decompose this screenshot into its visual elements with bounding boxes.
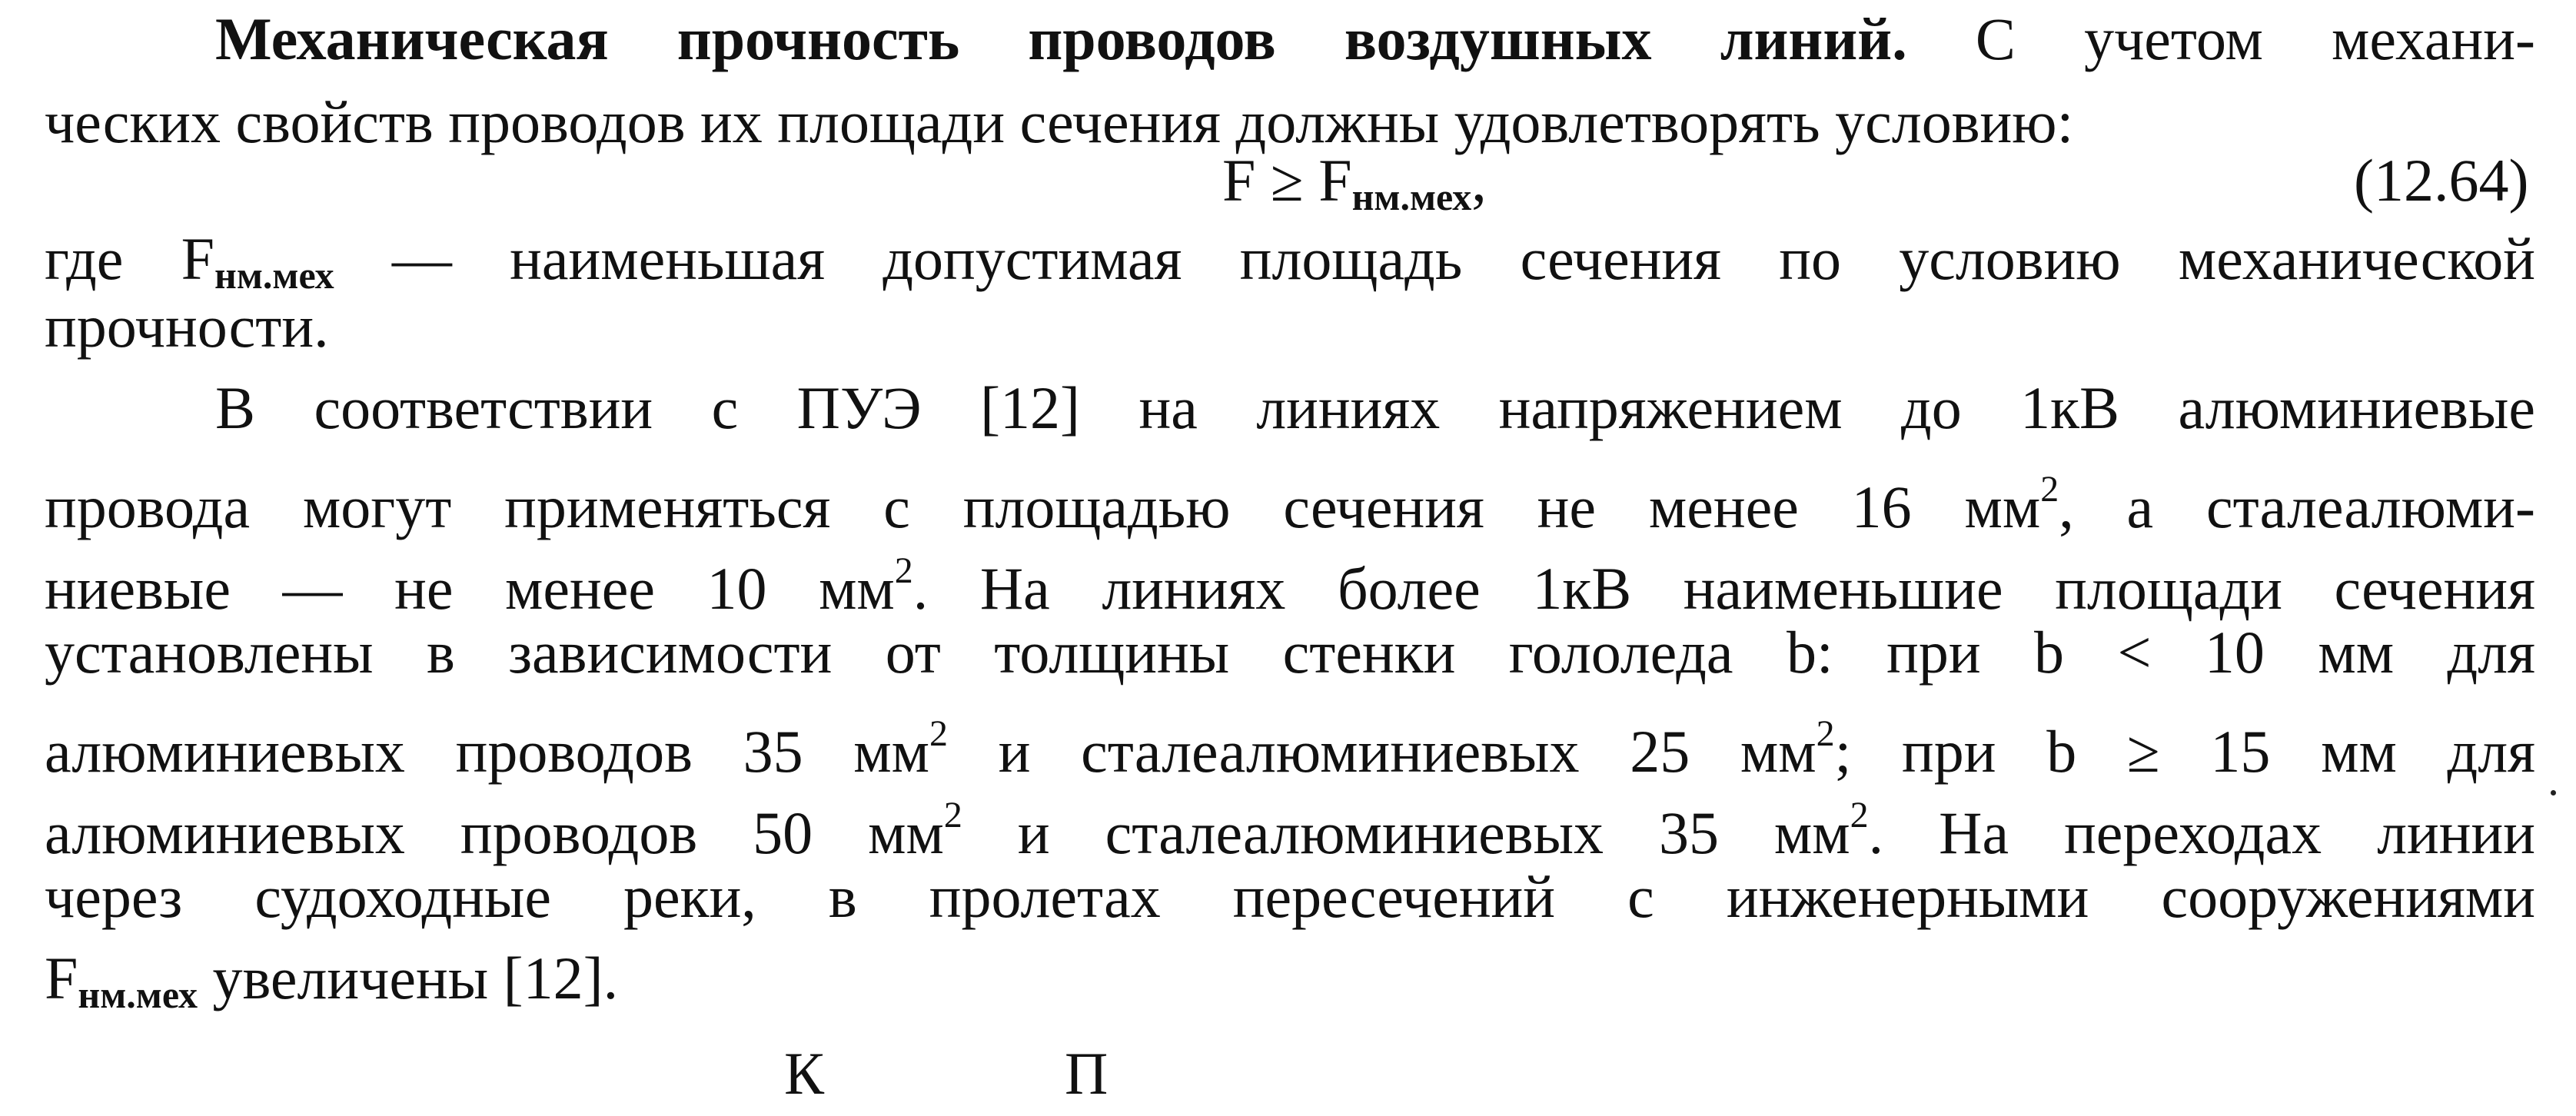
paragraph-3-line-6: [45, 773, 2535, 866]
text-fragment: . На линиях более 1кВ наименьшие площади сечения: [912, 555, 2535, 622]
text-fragment: , а сталеалюми-: [2059, 473, 2535, 540]
text-fragment: . На переходах линии: [1868, 799, 2535, 866]
cutoff-fragment-left: К: [784, 1040, 825, 1107]
superscript: 2: [1850, 795, 1869, 835]
equation-lhs: F ≥ F: [1222, 147, 1352, 214]
text-fragment: ; при b ≥ 15 мм для: [1834, 718, 2535, 785]
superscript: 2: [894, 550, 913, 591]
text-fragment: увеличены [12].: [198, 945, 619, 1011]
text-fragment: где F: [45, 225, 215, 292]
text-fragment: провода могут применяться с площадью сечения не менее 16 мм: [45, 473, 2041, 540]
stray-dot: [2551, 790, 2556, 795]
paragraph-3-line-2: [45, 447, 2535, 540]
equation-number: (12.64): [2354, 147, 2529, 214]
superscript: 2: [929, 713, 949, 754]
paragraph-3-line-4: установлены в зависимости от толщины стенки гололеда b: при b < 10 мм для: [45, 619, 2535, 686]
paragraph-1-line-1: [215, 0, 2535, 81]
equation-tail: ,: [1471, 147, 1487, 214]
paragraph-3-line-8: [45, 936, 2535, 1021]
paragraph-3-line-5: [45, 692, 2535, 785]
paragraph-2-line-2: прочности.: [45, 293, 329, 360]
subscript: нм.мех: [214, 254, 334, 297]
paragraph-3-line-7: через судоходные реки, в пролетах пересечений с инженерными сооружениями: [45, 863, 2535, 930]
paragraph-3-line-3: [45, 529, 2535, 622]
paragraph-3-line-1: В соответствии с ПУЭ [12] на линиях напряжением до 1кВ алюминиевые: [215, 374, 2535, 441]
cutoff-fragment-right: П: [1065, 1040, 1109, 1107]
section-heading: Механическая прочность проводов воздушных линий.: [215, 5, 1907, 72]
text-fragment: — наименьшая допустимая площадь сечения по условию механической: [334, 225, 2535, 292]
superscript: 2: [2040, 469, 2059, 510]
text-fragment: и сталеалюминиевых 35 мм: [962, 799, 1850, 866]
equation-subscript: нм.мех: [1351, 175, 1472, 218]
text-fragment: и сталеалюминиевых 25 мм: [948, 718, 1816, 785]
paragraph-1-text: С учетом механи-: [1906, 5, 2535, 72]
subscript: нм.мех: [78, 973, 198, 1016]
paragraph-1-line-2: ческих свойств проводов их площади сечения должны удовлетворять условию:: [45, 88, 2074, 155]
superscript: 2: [1816, 713, 1835, 754]
text-fragment: F: [45, 945, 78, 1011]
text-fragment: алюминиевых проводов 35 мм: [45, 718, 930, 785]
text-fragment: ниевые — не менее 10 мм: [45, 555, 895, 622]
superscript: 2: [943, 795, 962, 835]
text-fragment: алюминиевых проводов 50 мм: [45, 799, 944, 866]
